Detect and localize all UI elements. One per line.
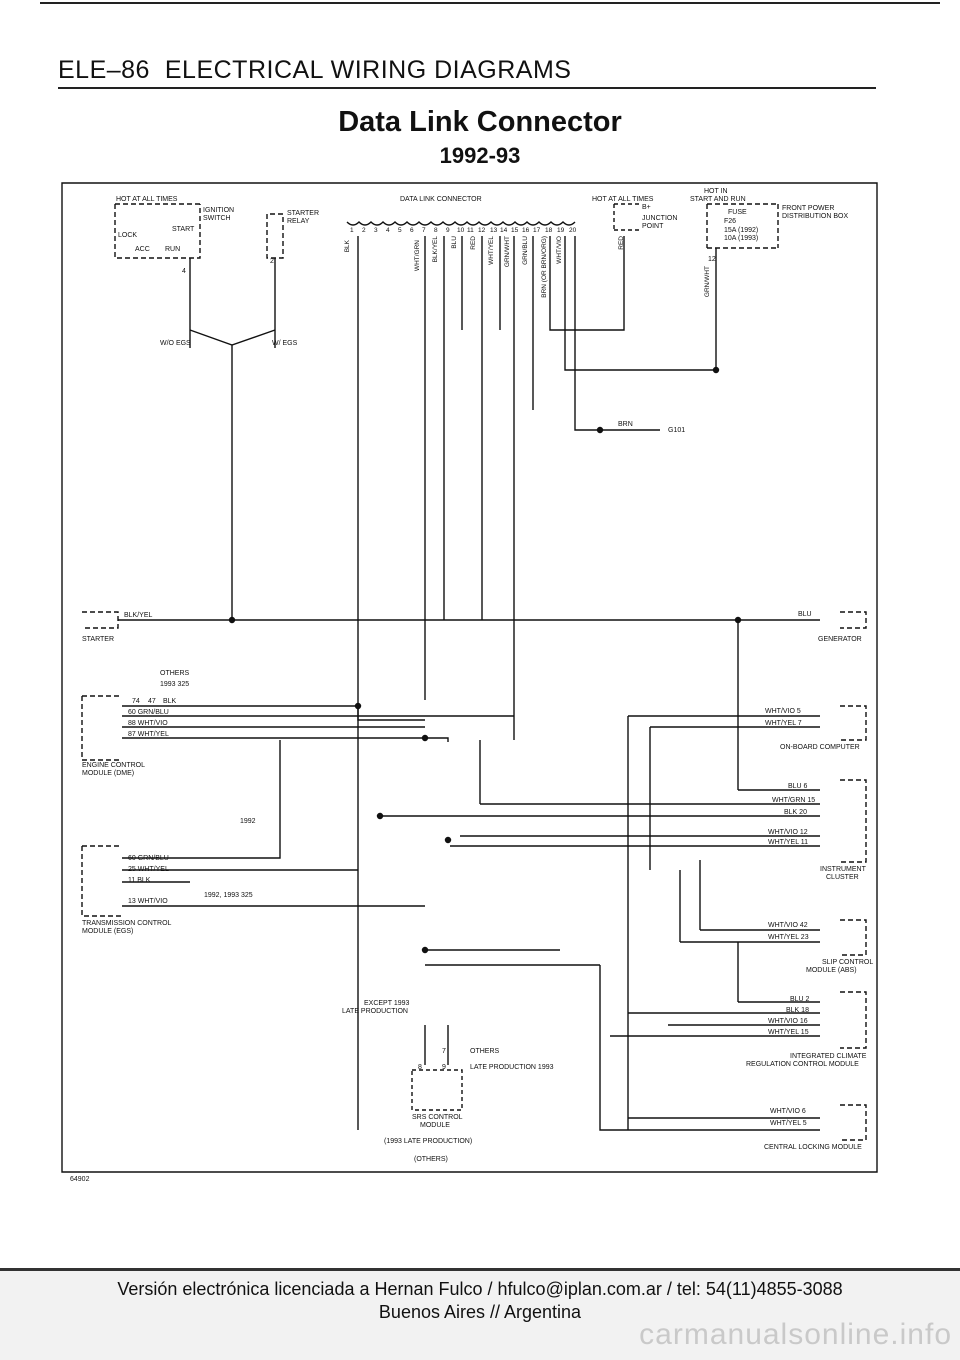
junction-label: JUNCTION bbox=[642, 215, 678, 222]
hot-in-label: HOT IN bbox=[704, 188, 728, 195]
abs-row-2: WHT/YEL 23 bbox=[768, 934, 809, 941]
starter-relay-label: STARTER bbox=[287, 210, 320, 217]
start-label: START bbox=[172, 226, 195, 233]
diagram-years: 1992-93 bbox=[439, 143, 521, 168]
license-line-1: Versión electrónica licenciada a Hernan Fulco / hfulco@iplan.com.ar / tel: 54(11)4855-3088 bbox=[117, 1279, 843, 1299]
dme-pin-47: 47 bbox=[148, 698, 156, 705]
wo-egs-label: W/O EGS bbox=[160, 340, 191, 347]
dme-row-3: 87 WHT/YEL bbox=[128, 731, 169, 738]
obc-row-1: WHT/VIO 5 bbox=[765, 708, 801, 715]
run-label: RUN bbox=[165, 246, 181, 253]
wire-label-wht-yel: WHT/YEL bbox=[488, 236, 495, 265]
except-label-2: LATE PRODUCTION bbox=[342, 1008, 408, 1015]
brn-label: BRN bbox=[618, 421, 633, 428]
ic-label-2: CLUSTER bbox=[826, 874, 859, 881]
start-run-label: START AND RUN bbox=[690, 196, 746, 203]
version-label-1: 1993 325 bbox=[160, 681, 190, 688]
section-title: ELECTRICAL WIRING DIAGRAMS bbox=[164, 56, 572, 84]
egs-row-1: 60 GRN/BLU bbox=[128, 855, 169, 862]
dlc-pin-number: 7 bbox=[422, 227, 426, 234]
srs-pin-9: 9 bbox=[442, 1064, 446, 1071]
obc-row-2: WHT/YEL 7 bbox=[765, 720, 802, 727]
diagram-id: 64902 bbox=[70, 1176, 90, 1183]
ic-row-5: WHT/YEL 11 bbox=[768, 839, 809, 846]
ihka-row-1: BLU 2 bbox=[790, 996, 810, 1003]
wire-label-red-2: RED bbox=[618, 236, 625, 250]
dlc-pin-number: 6 bbox=[410, 227, 414, 234]
lock-label: LOCK bbox=[118, 232, 138, 239]
dlc-pin-number: 18 bbox=[545, 227, 553, 234]
wire-label-blk: BLK bbox=[344, 240, 351, 253]
obc-label: ON-BOARD COMPUTER bbox=[780, 744, 860, 751]
dlc-pin-number: 15 bbox=[511, 227, 519, 234]
egs-row-3: 11 BLK bbox=[128, 877, 151, 884]
ignition-label: IGNITION bbox=[203, 207, 235, 214]
generator-wire-label: BLU bbox=[798, 611, 812, 618]
dme-label-2: MODULE (DME) bbox=[82, 770, 135, 777]
dlc-pin-number: 16 bbox=[522, 227, 530, 234]
srs-label: SRS CONTROL bbox=[412, 1114, 463, 1121]
ihka-row-4: WHT/YEL 15 bbox=[768, 1029, 809, 1036]
page-code: ELE–86 bbox=[58, 56, 150, 84]
wire-label-grn-blu: GRN/BLU bbox=[522, 236, 529, 265]
starter-label: STARTER bbox=[82, 636, 115, 643]
dme-pin-74: 74 bbox=[132, 698, 140, 705]
note-others: (OTHERS) bbox=[414, 1156, 448, 1163]
hot-at-all-times-right: HOT AT ALL TIMES bbox=[592, 196, 654, 203]
abs-row-1: WHT/VIO 42 bbox=[768, 922, 808, 929]
ihka-row-2: BLK 18 bbox=[786, 1007, 809, 1014]
note-late-1993: (1993 LATE PRODUCTION) bbox=[384, 1138, 473, 1145]
fuse-label: FUSE bbox=[728, 209, 747, 216]
egs-label: TRANSMISSION CONTROL bbox=[82, 920, 172, 927]
egs-row-4: 13 WHT/VIO bbox=[128, 898, 168, 905]
ic-row-4: WHT/VIO 12 bbox=[768, 829, 808, 836]
generator-label: GENERATOR bbox=[818, 636, 862, 643]
dme-row-1: 60 GRN/BLU bbox=[128, 709, 169, 716]
wire-label-wht-vio: WHT/VIO bbox=[556, 236, 563, 264]
dlc-pin-number: 12 bbox=[478, 227, 486, 234]
srs-pin-8: 8 bbox=[418, 1064, 422, 1071]
ic-row-2: WHT/GRN 15 bbox=[772, 797, 816, 804]
ignition-label-2: SWITCH bbox=[203, 215, 231, 222]
starter-wire-label: BLK/YEL bbox=[124, 612, 153, 619]
watermark: carmanualsonline.info bbox=[639, 1318, 952, 1351]
dlc-pin-number: 10 bbox=[457, 227, 465, 234]
srs-others-label: OTHERS bbox=[470, 1048, 500, 1055]
pin-12: 12 bbox=[708, 256, 716, 263]
dlc-pin-number: 17 bbox=[533, 227, 541, 234]
ic-row-1: BLU 6 bbox=[788, 783, 808, 790]
dme-pin-blk: BLK bbox=[163, 698, 177, 705]
wire-label-wht-grn: WHT/GRN bbox=[414, 240, 421, 272]
starter-relay-label-2: RELAY bbox=[287, 218, 310, 225]
g101-label: G101 bbox=[668, 427, 686, 434]
pin-4: 4 bbox=[182, 268, 186, 275]
zke-row-1: WHT/VIO 6 bbox=[770, 1108, 806, 1115]
abs-label-2: MODULE (ABS) bbox=[806, 967, 857, 974]
wire-label-red: RED bbox=[470, 236, 477, 250]
wire-label-brn-or: BRN (OR BRN/ORG) bbox=[541, 236, 548, 298]
dlc-pin-number: 19 bbox=[557, 227, 565, 234]
dlc-pin-number: 8 bbox=[434, 227, 438, 234]
late-prod-label: LATE PRODUCTION 1993 bbox=[470, 1064, 554, 1071]
others-label: OTHERS bbox=[160, 670, 190, 677]
f26-label: F26 bbox=[724, 218, 737, 225]
year-1992-label: 1992 bbox=[240, 818, 256, 825]
wire-label-blu: BLU bbox=[451, 236, 458, 249]
w-egs-label: W/ EGS bbox=[272, 340, 298, 347]
dlc-pin-number: 14 bbox=[500, 227, 508, 234]
ihka-row-3: WHT/VIO 16 bbox=[768, 1018, 808, 1025]
dlc-pin-number: 13 bbox=[490, 227, 498, 234]
dist-box-label: DISTRIBUTION BOX bbox=[782, 213, 849, 220]
wire-label-grn-wht: GRN/WHT bbox=[504, 236, 511, 268]
hot-at-all-times-left: HOT AT ALL TIMES bbox=[116, 196, 178, 203]
dlc-pin-number: 9 bbox=[446, 227, 450, 234]
pin-2: 2 bbox=[270, 258, 274, 265]
abs-label: SLIP CONTROL bbox=[822, 959, 874, 966]
license-line-2: Buenos Aires // Argentina bbox=[378, 1302, 582, 1322]
zke-row-2: WHT/YEL 5 bbox=[770, 1120, 807, 1127]
dlc-label: DATA LINK CONNECTOR bbox=[400, 196, 482, 203]
zke-label: CENTRAL LOCKING MODULE bbox=[764, 1144, 862, 1151]
dme-label: ENGINE CONTROL bbox=[82, 762, 146, 769]
egs-row-2: 25 WHT/YEL bbox=[128, 866, 169, 873]
ihka-label: INTEGRATED CLIMATE bbox=[790, 1053, 867, 1060]
acc-label: ACC bbox=[135, 246, 150, 253]
egs-label-2: MODULE (EGS) bbox=[82, 928, 134, 935]
dlc-pin-number: 5 bbox=[398, 227, 402, 234]
version-label-2: 1992, 1993 325 bbox=[204, 892, 253, 899]
point-label: POINT bbox=[642, 223, 664, 230]
except-label: EXCEPT 1993 bbox=[364, 1000, 410, 1007]
b-plus-label: B+ bbox=[642, 204, 651, 211]
amp-1993: 10A (1993) bbox=[724, 235, 759, 242]
dlc-pin-number: 11 bbox=[467, 227, 474, 234]
wire-label-blk-yel: BLK/YEL bbox=[432, 236, 439, 263]
front-power-label: FRONT POWER bbox=[782, 205, 835, 212]
ic-label: INSTRUMENT bbox=[820, 866, 866, 873]
ihka-label-2: REGULATION CONTROL MODULE bbox=[746, 1061, 859, 1068]
dlc-pin-number: 20 bbox=[569, 227, 577, 234]
dlc-pin-number: 3 bbox=[374, 227, 378, 234]
dlc-pin-number: 1 bbox=[350, 227, 354, 234]
wire-label-grn-wht-2: GRN/WHT bbox=[704, 266, 711, 298]
srs-pin-7: 7 bbox=[442, 1048, 446, 1055]
dlc-pin-number: 4 bbox=[386, 227, 390, 234]
amp-1992: 15A (1992) bbox=[724, 227, 759, 234]
srs-label-2: MODULE bbox=[420, 1122, 450, 1129]
dlc-pin-number: 2 bbox=[362, 227, 366, 234]
dme-row-2: 88 WHT/VIO bbox=[128, 720, 168, 727]
diagram-title: Data Link Connector bbox=[338, 106, 622, 138]
ic-row-3: BLK 20 bbox=[784, 809, 807, 816]
